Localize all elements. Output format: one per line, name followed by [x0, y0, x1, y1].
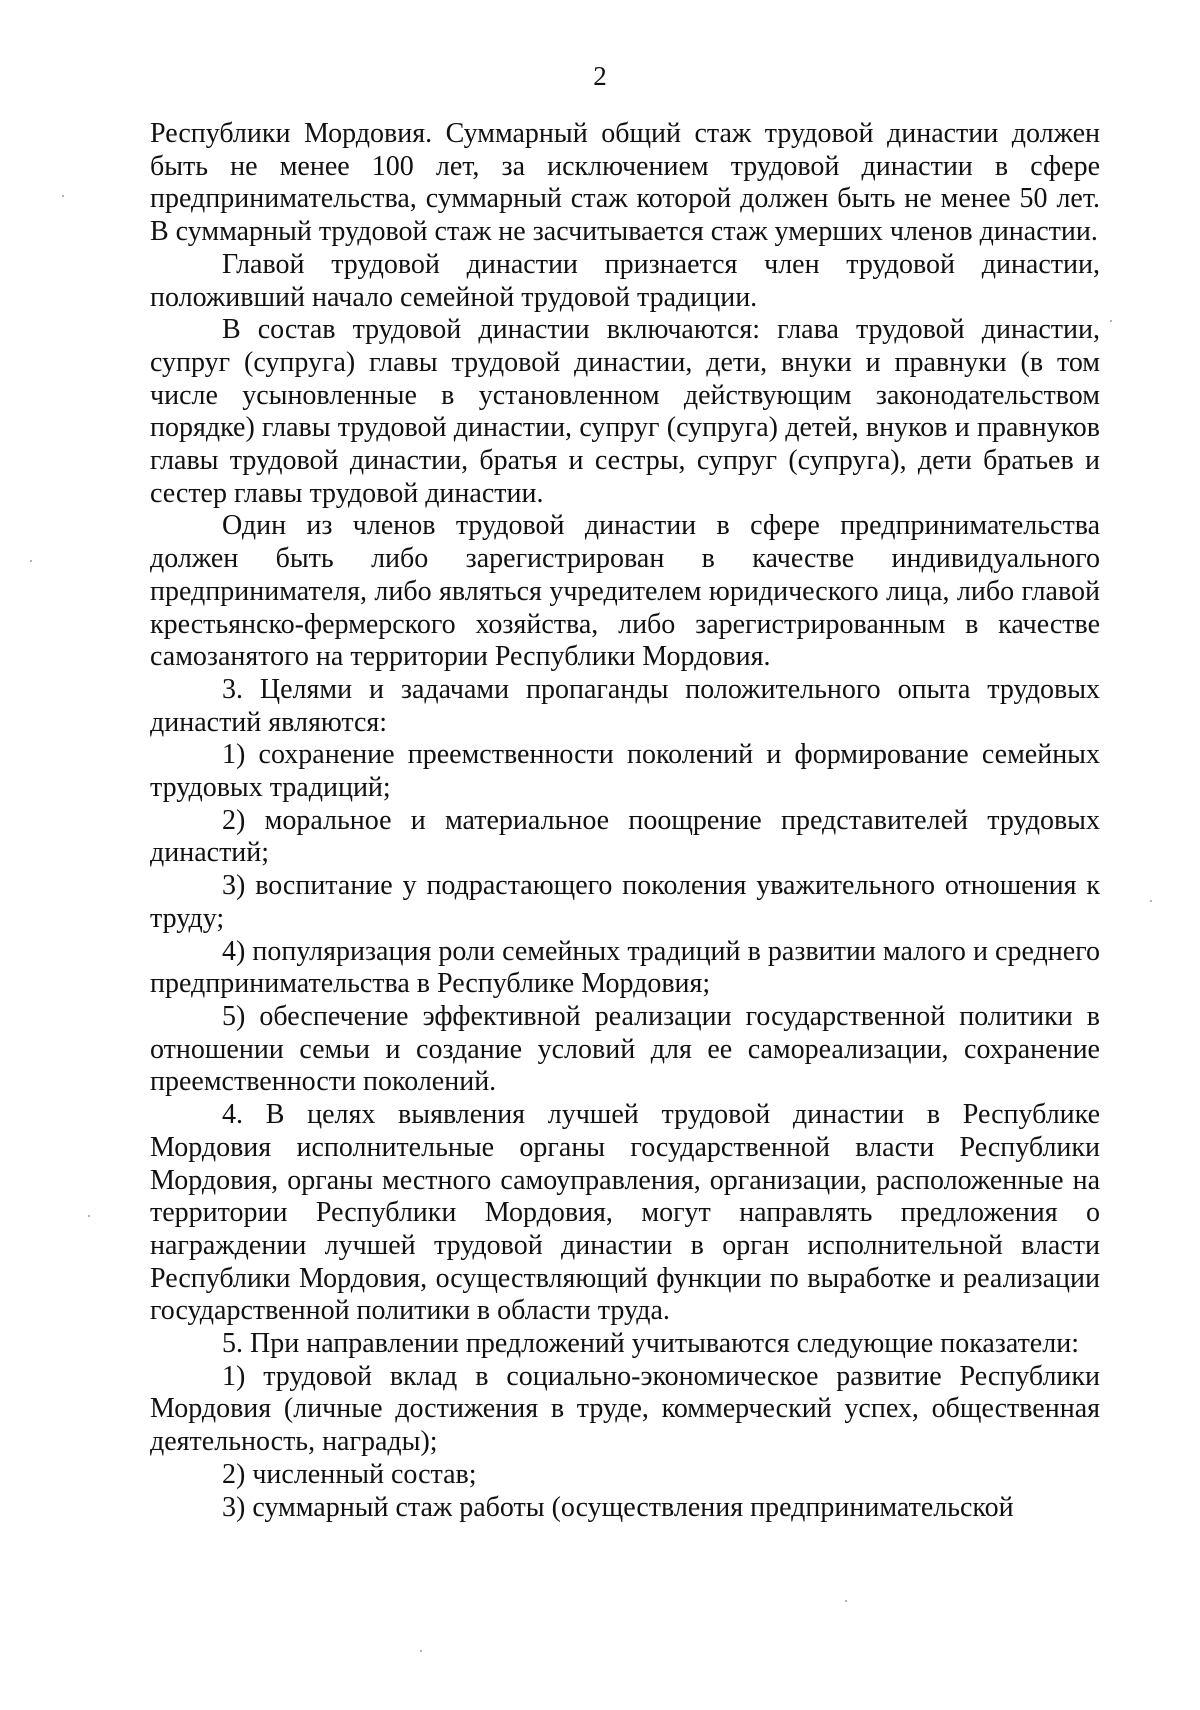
list-item: 4) популяризация роли семейных традиций в развитии малого и среднего предпринимательства в Республике Мордовия;	[150, 935, 1100, 1000]
page-number: 2	[593, 61, 607, 91]
list-item: 1) сохранение преемственности поколений и формирование семейных трудовых традиций;	[150, 739, 1100, 804]
scan-speck	[1150, 900, 1152, 902]
paragraph: 5. При направлении предложений учитываются следующие показатели:	[222, 1328, 1079, 1360]
scan-speck	[62, 195, 64, 197]
paragraph: В состав трудовой династии включаются: глава трудовой династии, супруг (супруга) главы трудовой династии, дети, внуки и правнуки (в том числе усыновленные в установленном действующим законодательством порядке) главы трудовой династии, супруг (супруга) детей, внуков и правнуков главы трудовой династии, братья и сестры, супруг (супруга), дети братьев и сестер главы трудовой династии.	[150, 314, 1100, 509]
scan-speck	[1110, 320, 1112, 322]
scan-speck	[88, 1215, 90, 1217]
list-item: 3) воспитание у подрастающего поколения уважительного отношения к труду;	[150, 870, 1100, 934]
list-item: 2) моральное и материальное поощрение представителей трудовых династий;	[150, 804, 1100, 869]
scan-speck	[30, 560, 32, 562]
list-item: 5) обеспечение эффективной реализации государственной политики в отношении семьи и создание условий для ее самореализации, сохранение преемственности поколений.	[150, 1000, 1100, 1098]
list-item: 2) численный состав;	[222, 1458, 477, 1490]
scan-speck	[420, 1650, 422, 1652]
paragraph: Главой трудовой династии признается член трудовой династии, положивший начало семейной трудовой традиции.	[150, 248, 1100, 313]
paragraph: 4. В целях выявления лучшей трудовой династии в Республике Мордовия исполнительные органы государственной власти Республики Мордовия, органы местного самоуправления, организации, расположенные на территории Республики Мордовия, могут направлять предложения о награждении лучшей трудовой династии в орган исполнительной власти Республики Мордовия, осуществляющий функции по выработке и реализации государственной политики в области труда.	[150, 1099, 1100, 1327]
paragraph: 3. Целями и задачами пропаганды положительного опыта трудовых династий являются:	[150, 673, 1100, 738]
paragraph: Республики Мордовия. Суммарный общий стаж трудовой династии должен быть не менее 100 лет, за исключением трудовой династии в сфере предпринимательства, суммарный стаж которой должен быть не менее 50 лет. В суммарный трудовой стаж не засчитывается стаж умерших членов династии.	[150, 118, 1100, 248]
document-body	[150, 118, 1100, 1524]
paragraph: Один из членов трудовой династии в сфере предпринимательства должен быть либо зарегистрирован в качестве индивидуального предпринимателя, либо являться учредителем юридического лица, либо главой крестьянско-фермерского хозяйства, либо зарегистрированным в качестве самозанятого на территории Республики Мордовия.	[150, 510, 1100, 673]
scan-speck	[845, 1600, 847, 1602]
list-item: 3) суммарный стаж работы (осуществления предпринимательской	[222, 1491, 1014, 1523]
list-item: 1) трудовой вклад в социально-экономическое развитие Республики Мордовия (личные достижения в труде, коммерческий успех, общественная деятельность, награды);	[150, 1360, 1100, 1458]
